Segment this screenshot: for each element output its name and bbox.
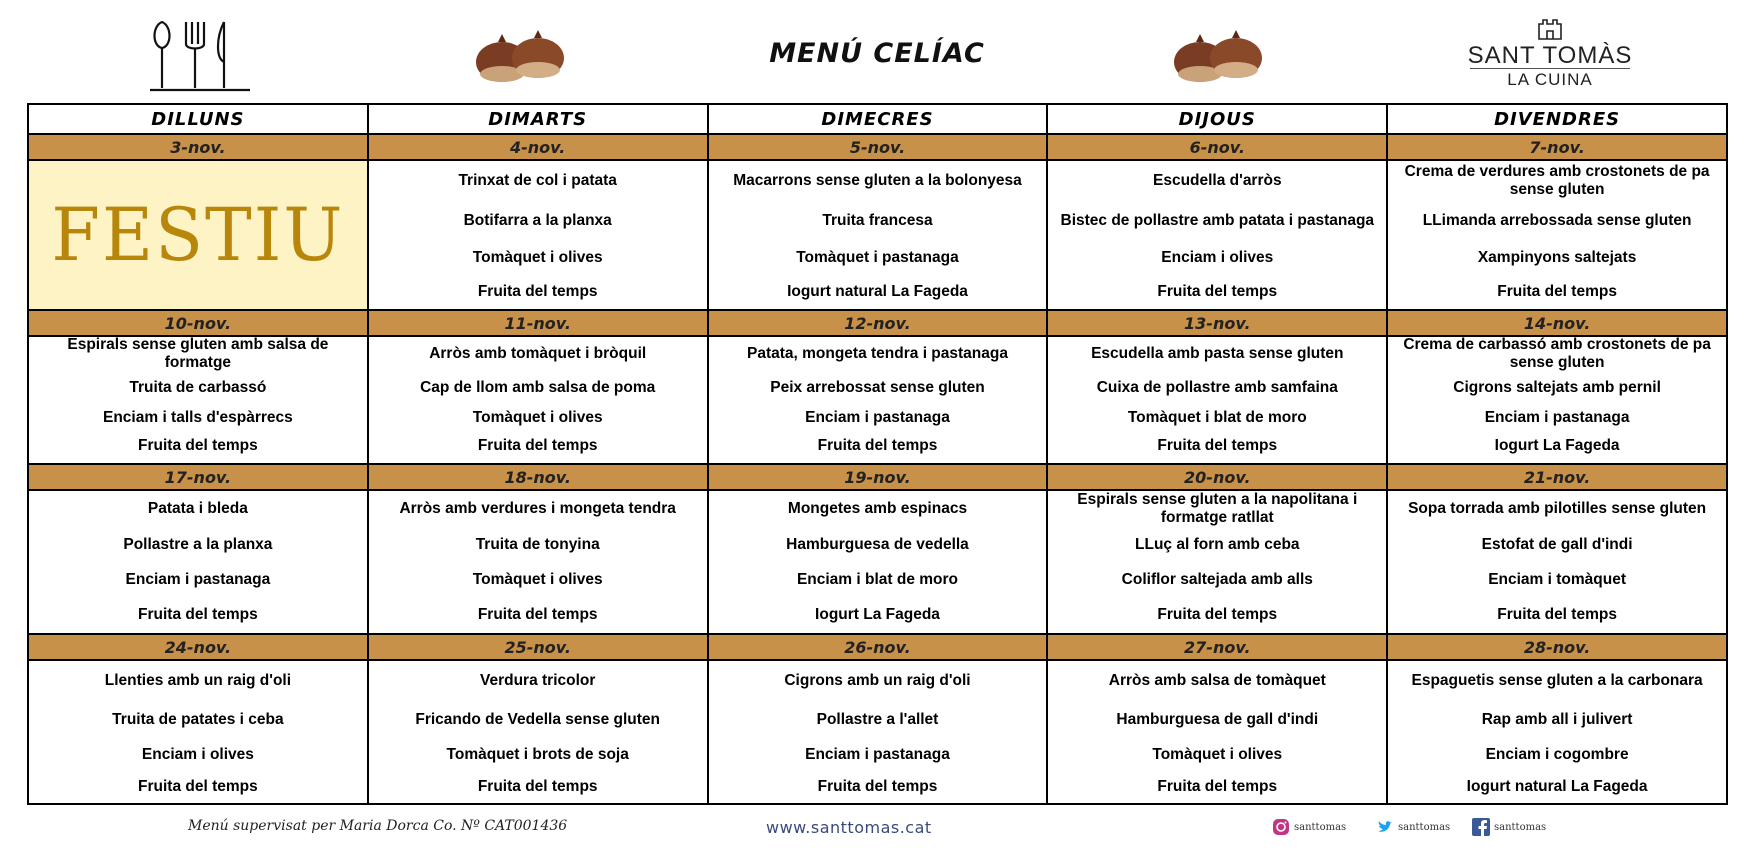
supervision-note: Menú supervisat per Maria Dorca Co. Nº CAT001436	[188, 818, 568, 834]
dish-item: Fruita del temps	[138, 437, 258, 454]
brand-logo	[1460, 18, 1640, 92]
dish-item: Iogurt La Fageda	[815, 606, 940, 623]
dish-item: Enciam i pastanaga	[1484, 409, 1630, 426]
day-menu-cell	[368, 160, 708, 310]
dish-item: Fruita del temps	[1497, 283, 1617, 300]
dish-item: Verdura tricolor	[479, 672, 596, 689]
instagram-handle: santtomas	[1294, 821, 1347, 833]
day-menu-cell	[28, 490, 368, 634]
menu-row	[28, 660, 1727, 804]
date-cell: 25-nov.	[368, 634, 708, 660]
dish-item: Macarrons sense gluten a la bolonyesa	[733, 172, 1022, 189]
dish-item: Tomàquet i olives	[472, 409, 603, 426]
twitter-icon	[1376, 818, 1394, 836]
dish-item: Fruita del temps	[477, 437, 598, 454]
day-menu-cell	[1047, 660, 1387, 804]
dish-item: Enciam i tomàquet	[1488, 571, 1626, 588]
dish-item: Cigrons amb un raig d'oli	[784, 672, 971, 689]
date-cell: 12-nov.	[708, 310, 1048, 336]
dish-item: Hamburguesa de vedella	[786, 536, 969, 553]
weekday-header: DIMECRES	[708, 104, 1048, 134]
logo-divider	[1470, 68, 1630, 69]
dish-item: Escudella amb pasta sense gluten	[1091, 345, 1344, 362]
menu-row	[28, 160, 1727, 310]
dish-item: Enciam i olives	[141, 746, 254, 763]
weekday-header: DIVENDRES	[1387, 104, 1727, 134]
day-menu-cell	[708, 490, 1048, 634]
dish-item: Pollastre a la planxa	[123, 536, 273, 553]
weekday-header: DIJOUS	[1047, 104, 1387, 134]
twitter-handle: santtomas	[1398, 821, 1451, 833]
menu-table	[27, 103, 1728, 805]
dish-item: Llenties amb un raig d'oli	[104, 672, 292, 689]
dish-item: Tomàquet i pastanaga	[796, 249, 959, 266]
date-cell: 24-nov.	[28, 634, 368, 660]
dish-item: Fricando de Vedella sense gluten	[415, 711, 661, 728]
day-menu-cell	[28, 336, 368, 464]
date-cell: 26-nov.	[708, 634, 1048, 660]
dish-item: Truita francesa	[822, 212, 933, 229]
weekday-header-row	[28, 104, 1727, 134]
dish-item: Fruita del temps	[817, 778, 938, 795]
date-cell: 3-nov.	[28, 134, 368, 160]
dish-item: Tomàquet i brots de soja	[446, 746, 629, 763]
dish-item: Espirals sense gluten amb salsa de formatge	[67, 336, 329, 371]
day-menu-cell	[708, 336, 1048, 464]
dish-item: Enciam i pastanaga	[805, 409, 950, 426]
chestnut-icon	[1170, 30, 1266, 86]
date-cell: 18-nov.	[368, 464, 708, 490]
day-menu-cell	[368, 336, 708, 464]
dish-item: Arròs amb verdures i mongeta tendra	[399, 500, 676, 517]
logo-subtitle: LA CUINA	[1507, 70, 1593, 89]
dish-item: Tomàquet i olives	[1152, 746, 1283, 763]
facebook-link[interactable]	[1472, 818, 1546, 836]
dish-item: Hamburguesa de gall d'indi	[1116, 711, 1319, 728]
dish-item: Fruita del temps	[1157, 437, 1278, 454]
dish-item: Enciam i pastanaga	[805, 746, 950, 763]
date-cell: 4-nov.	[368, 134, 708, 160]
day-menu-cell	[368, 660, 708, 804]
dish-item: Enciam i pastanaga	[125, 571, 271, 588]
dish-item: Patata, mongeta tendra i pastanaga	[746, 345, 1008, 362]
website-link[interactable]: www.santtomas.cat	[766, 818, 932, 837]
weekday-header: DIMARTS	[368, 104, 708, 134]
day-menu-cell	[1387, 490, 1727, 634]
date-cell: 19-nov.	[708, 464, 1048, 490]
dish-item: LLimanda arrebossada sense gluten	[1422, 212, 1692, 229]
dish-item: Truita de patates i ceba	[112, 711, 284, 728]
dish-item: Fruita del temps	[817, 437, 938, 454]
date-row	[28, 310, 1727, 336]
dish-item: Truita de tonyina	[475, 536, 600, 553]
dish-item: Fruita del temps	[1497, 606, 1617, 623]
date-row	[28, 134, 1727, 160]
date-cell: 17-nov.	[28, 464, 368, 490]
dish-item: LLuç al forn amb ceba	[1135, 536, 1300, 553]
date-cell: 28-nov.	[1387, 634, 1727, 660]
dish-item: Espaguetis sense gluten a la carbonara	[1411, 672, 1703, 689]
weekday-header: DILLUNS	[28, 104, 368, 134]
date-cell: 10-nov.	[28, 310, 368, 336]
dish-item: Tomàquet i blat de moro	[1127, 409, 1307, 426]
dish-item: Enciam i olives	[1161, 249, 1274, 266]
date-cell: 21-nov.	[1387, 464, 1727, 490]
day-menu-cell	[28, 660, 368, 804]
date-cell: 7-nov.	[1387, 134, 1727, 160]
day-menu-cell	[1387, 336, 1727, 464]
dish-item: Fruita del temps	[1157, 606, 1278, 623]
date-row	[28, 464, 1727, 490]
instagram-icon	[1272, 818, 1290, 836]
menu-row	[28, 490, 1727, 634]
dish-item: Cuixa de pollastre amb samfaina	[1096, 379, 1338, 396]
dish-item: Truita de carbassó	[129, 379, 267, 396]
dish-item: Fruita del temps	[1157, 778, 1278, 795]
dish-item: Coliflor saltejada amb alls	[1121, 571, 1313, 588]
dish-item: Espirals sense gluten a la napolitana i formatge ratllat	[1077, 491, 1358, 526]
dish-item: Iogurt La Fageda	[1494, 437, 1620, 454]
dish-item: Crema de verdures amb crostonets de pa sense gluten	[1404, 163, 1710, 198]
day-menu-cell	[368, 490, 708, 634]
dish-item: Sopa torrada amb pilotilles sense gluten	[1408, 500, 1707, 517]
dish-item: Iogurt natural La Fageda	[1466, 778, 1648, 795]
dish-item: Bistec de pollastre amb patata i pastanaga	[1060, 212, 1375, 229]
dish-item: Trinxat de col i patata	[458, 172, 617, 189]
date-cell: 11-nov.	[368, 310, 708, 336]
dish-item: Fruita del temps	[477, 606, 598, 623]
dish-item: Peix arrebossat sense gluten	[770, 379, 985, 396]
dish-item: Estofat de gall d'indi	[1481, 536, 1633, 553]
day-menu-cell	[1387, 160, 1727, 310]
dish-item: Pollastre a l'allet	[816, 711, 939, 728]
holiday-cell	[28, 160, 368, 310]
day-menu-cell	[1387, 660, 1727, 804]
dish-item: Cap de llom amb salsa de poma	[420, 379, 656, 396]
castle-icon	[1537, 18, 1563, 40]
day-menu-cell	[1047, 490, 1387, 634]
dish-item: Enciam i talls d'espàrrecs	[103, 409, 293, 426]
page-title: MENÚ CELÍAC	[769, 38, 985, 69]
day-menu-cell	[708, 160, 1048, 310]
dish-item: Xampinyons saltejats	[1477, 249, 1637, 266]
day-menu-cell	[1047, 160, 1387, 310]
dish-item: Enciam i blat de moro	[796, 571, 959, 588]
logo-name: SANT TOMÀS	[1467, 42, 1633, 69]
dish-item: Iogurt natural La Fageda	[787, 283, 968, 300]
dish-item: Tomàquet i olives	[472, 571, 603, 588]
dish-item: Fruita del temps	[138, 778, 258, 795]
dish-item: Arròs amb salsa de tomàquet	[1108, 672, 1326, 689]
dish-item: Patata i bleda	[147, 500, 248, 517]
twitter-link[interactable]	[1376, 818, 1450, 836]
dish-item: Arròs amb tomàquet i bròquil	[429, 345, 647, 362]
dish-item: Rap amb all i julivert	[1481, 711, 1633, 728]
dish-item: Crema de carbassó amb crostonets de pa sense gluten	[1403, 336, 1711, 371]
menu-row	[28, 336, 1727, 464]
date-cell: 20-nov.	[1047, 464, 1387, 490]
day-menu-cell	[708, 660, 1048, 804]
date-cell: 6-nov.	[1047, 134, 1387, 160]
dish-item: Enciam i cogombre	[1485, 746, 1629, 763]
facebook-handle: santtomas	[1494, 821, 1547, 833]
holiday-label: FESTIU	[51, 191, 345, 279]
date-cell: 27-nov.	[1047, 634, 1387, 660]
dish-item: Fruita del temps	[477, 778, 598, 795]
dish-item: Fruita del temps	[1157, 283, 1278, 300]
date-cell: 13-nov.	[1047, 310, 1387, 336]
date-row	[28, 634, 1727, 660]
dish-item: Fruita del temps	[138, 606, 258, 623]
facebook-icon	[1472, 818, 1490, 836]
date-cell: 14-nov.	[1387, 310, 1727, 336]
instagram-link[interactable]	[1272, 818, 1346, 836]
date-cell: 5-nov.	[708, 134, 1048, 160]
dish-item: Tomàquet i olives	[472, 249, 603, 266]
dish-item: Fruita del temps	[477, 283, 598, 300]
dish-item: Escudella d'arròs	[1152, 172, 1282, 189]
dish-item: Cigrons saltejats amb pernil	[1453, 379, 1661, 396]
day-menu-cell	[1047, 336, 1387, 464]
dish-item: Botifarra a la planxa	[463, 212, 612, 229]
dish-item: Mongetes amb espinacs	[787, 500, 968, 517]
